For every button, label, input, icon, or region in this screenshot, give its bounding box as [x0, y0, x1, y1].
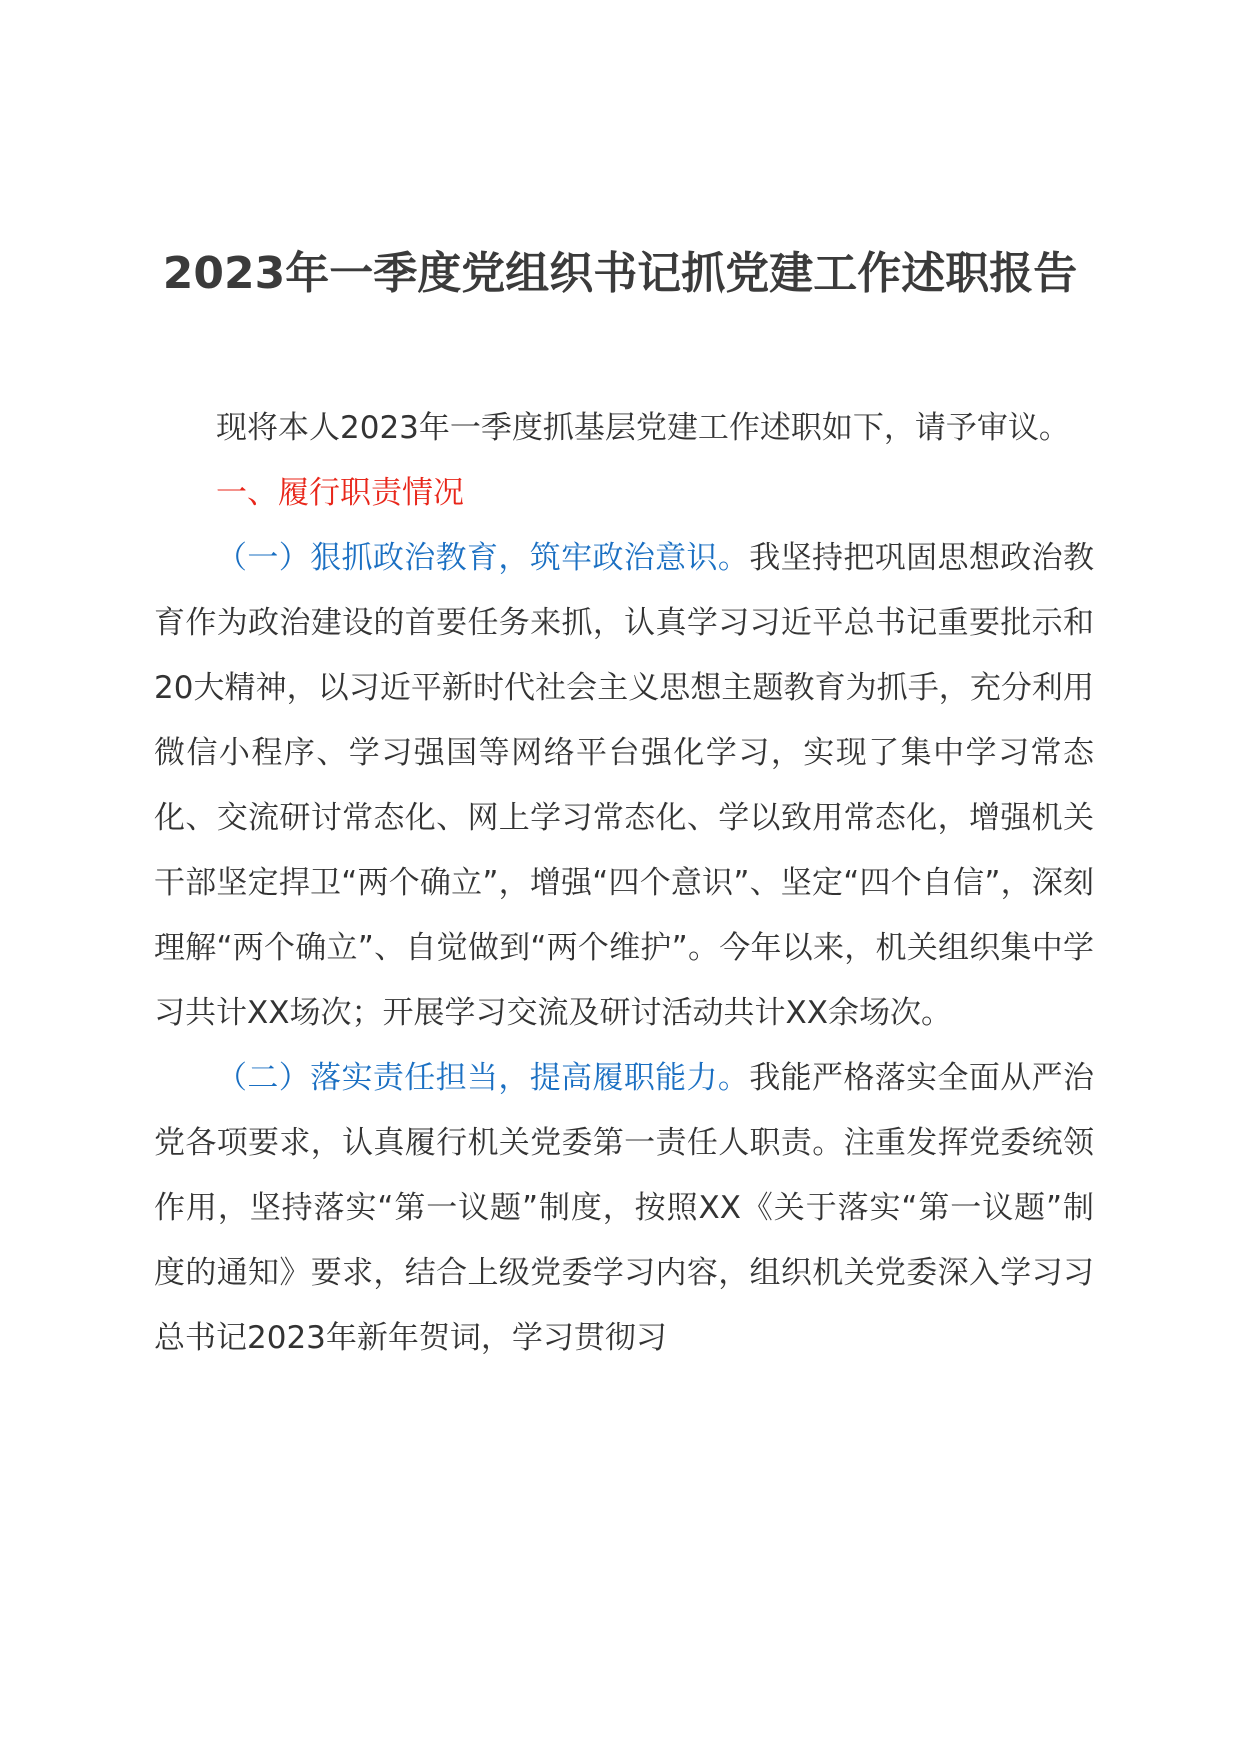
item-2-text: 我能严格落实全面从严治党各项要求，认真履行机关党委第一责任人职责。注重发挥党委统领作用，坚持落实“第一议题”制度，按照XX《关于落实“第一议题”制度的通知》要求，结合上级党委学习内容，组织机关党委深入学习习总书记2023年新年贺词，学习贯彻习 — [154, 1060, 1094, 1356]
paragraph-item-1 — [154, 526, 1094, 1046]
item-2-heading: （二）落实责任担当，提高履职能力。 — [216, 1060, 750, 1096]
document-body — [154, 396, 1094, 1371]
intro-paragraph: 现将本人2023年一季度抓基层党建工作述职如下，请予审议。 — [216, 410, 1070, 446]
paragraph-item-2 — [154, 1046, 1094, 1371]
document-title: 2023年一季度党组织书记抓党建工作述职报告 — [162, 248, 1078, 299]
item-1-heading: （一）狠抓政治教育，筑牢政治意识。 — [216, 540, 750, 576]
section-heading: 一、履行职责情况 — [216, 475, 464, 511]
item-1-text: 我坚持把巩固思想政治教育作为政治建设的首要任务来抓，认真学习习近平总书记重要批示和20大精神，以习近平新时代社会主义思想主题教育为抓手，充分利用微信小程序、学习强国等网络平台强化学习，实现了集中学习常态化、交流研讨常态化、网上学习常态化、学以致用常态化，增强机关干部坚定捍卫“两个确立”，增强“四个意识”、坚定“四个自信”，深刻理解“两个确立”、自觉做到“两个维护”。今年以来，机关组织集中学习共计XX场次；开展学习交流及研讨活动共计XX余场次。 — [154, 540, 1094, 1031]
